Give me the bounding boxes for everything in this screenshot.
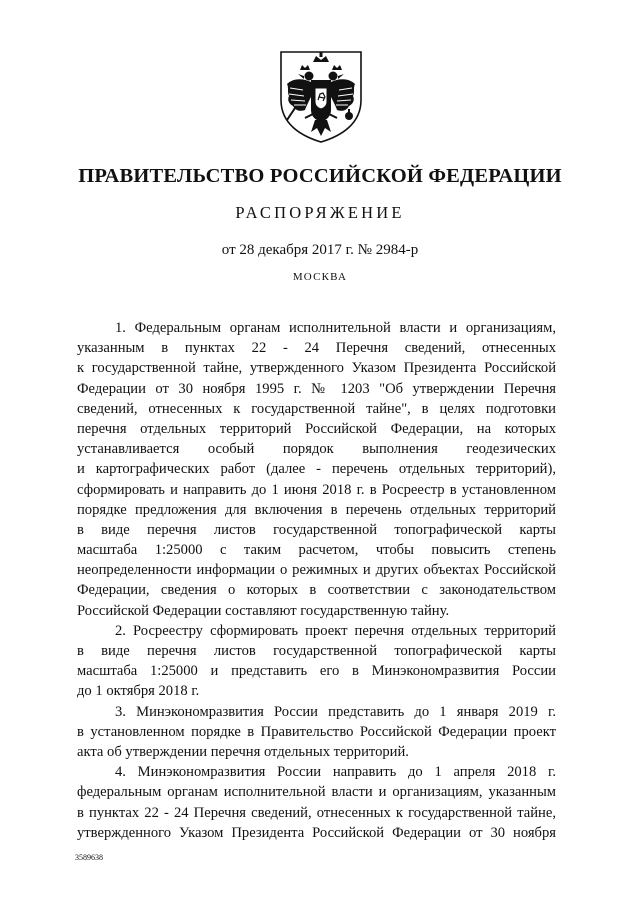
paragraph-line: 1. Федеральным органам исполнительной власти и организациям,	[115, 320, 556, 336]
paragraph-line: сформировать и направить до 1 июня 2018 г. в Росреестр в установленном	[77, 481, 556, 498]
paragraph-line: акта об утверждении перечня отдельных территорий.	[77, 743, 409, 760]
paragraph-line: утвержденного Указом Президента Российской Федерации от 30 ноября	[77, 824, 556, 841]
paragraph-line: Федерации, сведения о которых в соответствии с законодательством	[77, 582, 556, 599]
paragraph-line: Российской Федерации составляют государственную тайну.	[77, 602, 450, 619]
paragraph-line: перечня отдельных территорий Российской Федерации, на которых	[77, 420, 556, 437]
paragraph-line: в виде перечня листов государственной топографической карты	[77, 521, 556, 538]
paragraph-line: к государственной тайне, утвержденного Указом Президента Российской	[77, 360, 556, 377]
paragraph-line: сведений, отнесенных к государственной тайне", в целях подготовки	[77, 400, 556, 417]
document-city: МОСКВА	[292, 271, 348, 283]
paragraph-line: в пунктах 22 - 24 Перечня сведений, отнесенных к государственной тайне,	[77, 804, 556, 821]
government-title: ПРАВИТЕЛЬСТВО РОССИЙСКОЙ ФЕДЕРАЦИИ	[78, 165, 562, 187]
paragraph	[77, 762, 556, 843]
paragraph-line: 3. Минэкономразвития России представить до 1 января 2019 г.	[115, 703, 556, 720]
paragraph-line: устанавливается особый порядок выполнения геодезических	[77, 441, 556, 458]
paragraph-line: 4. Минэкономразвития России направить до 1 апреля 2018 г.	[115, 764, 556, 781]
document-id: 3589638	[75, 853, 103, 862]
paragraph	[77, 621, 556, 702]
paragraph-line: масштаба 1:25000 и представить его в Минэкономразвития России	[77, 663, 556, 680]
paragraph-line: в виде перечня листов государственной топографической карты	[77, 643, 556, 659]
paragraph	[77, 318, 556, 621]
document-type: РАСПОРЯЖЕНИЕ	[235, 203, 405, 222]
document-body	[77, 318, 556, 843]
paragraph-line: 2. Росреестру сформировать проект перечня отдельных территорий	[115, 622, 556, 639]
paragraph-line: указанным в пунктах 22 - 24 Перечня сведений, отнесенных	[77, 340, 556, 357]
document-date-number: от 28 декабря 2017 г. № 2984-р	[221, 242, 419, 258]
paragraph-line: до 1 октября 2018 г.	[77, 683, 200, 700]
paragraph-line: в установленном порядке в Правительство Российской Федерации проект	[77, 723, 556, 740]
paragraph-line: федеральным органам исполнительной власти и организациям, указанным	[77, 784, 556, 801]
paragraph-line: масштаба 1:25000 с таким расчетом, чтобы повысить степень	[77, 542, 556, 559]
paragraph	[77, 702, 556, 763]
paragraph-line: порядке предложения для включения в перечень отдельных территорий	[77, 501, 556, 518]
paragraph-line: Федерации от 30 ноября 1995 г. № 1203 "Об утверждении Перечня	[77, 380, 556, 397]
coat-of-arms-emblem-icon	[273, 48, 369, 144]
paragraph-line: и картографических работ (далее - перечень отдельных территорий),	[77, 461, 556, 478]
paragraph-line: неопределенности информации о режимных и других объектах Российской	[77, 562, 556, 579]
